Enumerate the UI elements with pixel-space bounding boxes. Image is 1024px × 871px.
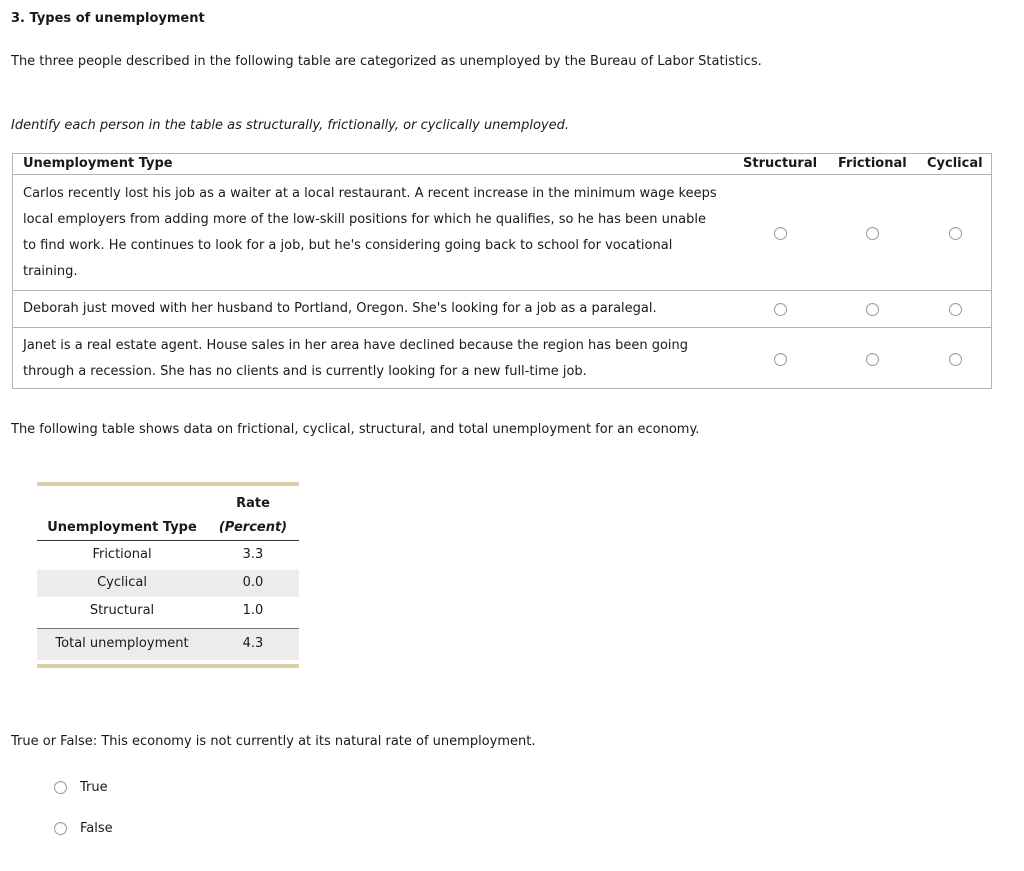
table-top-rule — [37, 482, 299, 486]
radio-deborah-structural[interactable] — [774, 303, 787, 316]
row-rate-structural: 1.0 — [242, 603, 264, 618]
column-header-frictional: Frictional — [838, 156, 907, 171]
data-intro-text: The following table shows data on frictional, cyclical, structural, and total unemployment for an economy. — [11, 422, 700, 437]
table-bottom-rule — [37, 664, 299, 668]
radio-deborah-frictional[interactable] — [866, 303, 879, 316]
unemployment-type-header: Unemployment Type — [47, 520, 197, 535]
description-line: local employers from adding more of the low-skill positions for which he qualifies, so he has been unable — [23, 212, 706, 227]
header-rule — [37, 540, 299, 541]
description-line: Deborah just moved with her husband to Portland, Oregon. She's looking for a job as a paralegal. — [23, 301, 657, 316]
description-line: to find work. He continues to look for a job, but he's considering going back to school for vocational — [23, 238, 673, 253]
row-type-frictional: Frictional — [92, 547, 152, 562]
row-description-deborah — [23, 296, 723, 322]
unemployment-data-table — [37, 482, 299, 668]
radio-carlos-frictional[interactable] — [866, 227, 879, 240]
table-row-carlos — [13, 175, 991, 291]
row-rate-total: 4.3 — [242, 636, 264, 651]
classification-table — [12, 153, 992, 389]
percent-header: (Percent) — [218, 520, 288, 535]
row-type-total: Total unemployment — [55, 636, 189, 651]
radio-janet-frictional[interactable] — [866, 353, 879, 366]
radio-false[interactable] — [54, 822, 67, 835]
row-rate-frictional: 3.3 — [242, 547, 264, 562]
rate-header: Rate — [236, 496, 270, 511]
column-header-structural: Structural — [743, 156, 818, 171]
intro-text: The three people described in the following table are categorized as unemployed by the Bureau of Labor Statistics. — [11, 54, 762, 69]
question-title: 3. Types of unemployment — [11, 11, 205, 26]
row-type-cyclical: Cyclical — [97, 575, 147, 590]
true-false-question: True or False: This economy is not currently at its natural rate of unemployment. — [11, 734, 536, 749]
radio-true[interactable] — [54, 781, 67, 794]
radio-carlos-structural[interactable] — [774, 227, 787, 240]
row-rate-cyclical: 0.0 — [242, 575, 264, 590]
description-line: Carlos recently lost his job as a waiter at a local restaurant. A recent increase in the minimum wage keeps — [23, 186, 717, 201]
description-line: training. — [23, 264, 78, 279]
row-type-structural: Structural — [89, 603, 155, 618]
row-description-carlos — [23, 181, 723, 285]
classification-table-header — [13, 154, 991, 175]
radio-janet-cyclical[interactable] — [949, 353, 962, 366]
description-line: through a recession. She has no clients and is currently looking for a new full-time job. — [23, 364, 587, 379]
choice-true-label: True — [80, 780, 108, 795]
description-line: Janet is a real estate agent. House sales in her area have declined because the region has been going — [23, 338, 689, 353]
column-header-cyclical: Cyclical — [927, 156, 983, 171]
row-description-janet — [23, 333, 723, 385]
choice-false-label: False — [80, 821, 113, 836]
unemployment-type-header: Unemployment Type — [23, 156, 173, 171]
radio-carlos-cyclical[interactable] — [949, 227, 962, 240]
radio-janet-structural[interactable] — [774, 353, 787, 366]
radio-deborah-cyclical[interactable] — [949, 303, 962, 316]
instruction-text: Identify each person in the table as structurally, frictionally, or cyclically unemployed. — [11, 118, 569, 133]
table-row-deborah — [13, 291, 991, 328]
table-row-janet — [13, 328, 991, 389]
